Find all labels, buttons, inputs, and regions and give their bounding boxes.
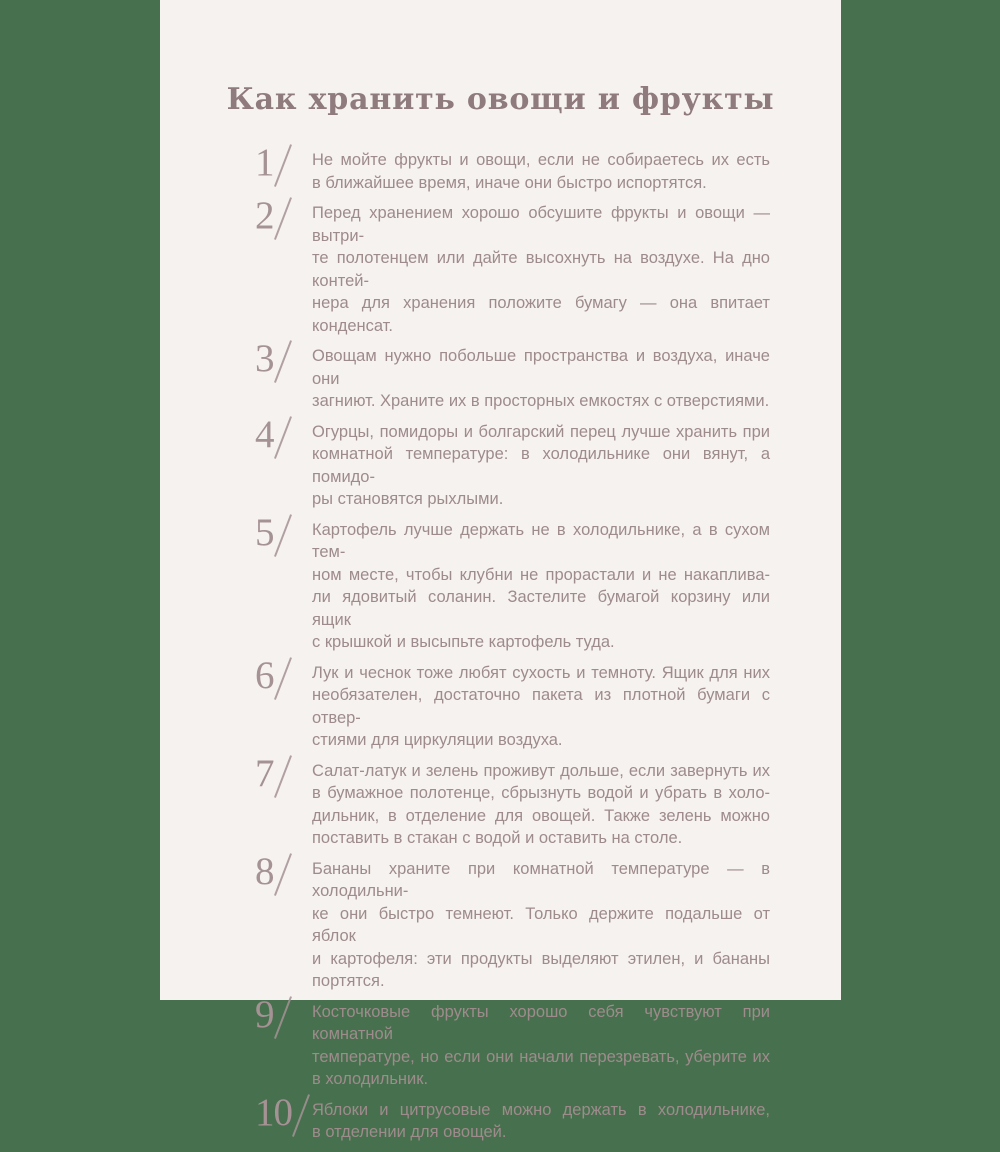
item-text-line: Косточковые фрукты хорошо себя чувствуют при комнатной (312, 1002, 770, 1043)
item-text (312, 858, 770, 993)
item-number-digit: 3 (255, 337, 274, 380)
item-number-digit: 2 (255, 194, 274, 237)
list-item (255, 751, 770, 850)
item-text (312, 149, 770, 194)
page-title: Как хранить овощи и фрукты (226, 82, 775, 117)
item-text-line: Картофель лучше держать не в холодильнике, а в сухом тем- (312, 520, 770, 561)
slash-icon (273, 144, 291, 187)
slash-icon (292, 1094, 310, 1137)
item-text-line: ном месте, чтобы клубни не прорастали и не накаплива- (312, 565, 770, 584)
list-item (255, 337, 770, 413)
item-number (255, 141, 312, 194)
item-number (255, 849, 312, 993)
list-item (255, 141, 770, 194)
item-text-line: Огурцы, помидоры и болгарский перец лучше хранить при (312, 422, 770, 441)
item-text (312, 519, 770, 654)
list-item (255, 992, 770, 1091)
item-number-digit: 5 (255, 510, 274, 554)
item-text-line: Яблоки и цитрусовые можно держать в холодильнике, (312, 1100, 770, 1119)
list-item (255, 1090, 770, 1144)
item-text-line: и картофеля: эти продукты выделяют этилен, и бананы (312, 949, 770, 968)
item-number (255, 337, 312, 413)
slash-icon (273, 197, 291, 240)
item-number-digit: 1 (255, 141, 274, 184)
item-text-line: поставить в стакан с водой и оставить на столе. (312, 829, 683, 847)
item-text-line: Овощам нужно побольше пространства и воздуха, иначе они (312, 347, 770, 388)
item-number-digit: 7 (255, 751, 274, 795)
slash-icon (273, 853, 291, 896)
list-item (255, 194, 770, 337)
list-item (255, 849, 770, 993)
item-number-digit: 10 (255, 1090, 292, 1134)
item-text-line: в отделении для овощей. (312, 1123, 507, 1141)
item-text-line: стиями для циркуляции воздуха. (312, 731, 563, 749)
item-number (255, 510, 312, 654)
item-number (255, 1090, 312, 1144)
item-text-line: Не мойте фрукты и овощи, если не собираетесь их есть (312, 151, 770, 169)
item-text (312, 760, 770, 850)
item-text-line: комнатной температуре: в холодильнике они вянут, а помидо- (312, 445, 770, 486)
item-text-line: с крышкой и высыпьте картофель туда. (312, 633, 615, 651)
item-text-line: дильник, в отделение для овощей. Также зелень можно (312, 806, 770, 825)
item-text-line: ке они быстро темнеют. Только держите подальше от яблок (312, 904, 770, 945)
item-text-line: ры становятся рыхлыми. (312, 490, 504, 508)
list-item (255, 510, 770, 654)
item-text-line: те полотенцем или дайте высохнуть на воздухе. На дно контей- (312, 249, 770, 290)
slash-icon (273, 755, 291, 798)
slash-icon (273, 340, 291, 383)
item-number-digit: 6 (255, 653, 274, 697)
list-item (255, 412, 770, 511)
item-number (255, 751, 312, 850)
item-text-line: в ближайшее время, иначе они быстро испортятся. (312, 173, 707, 192)
slash-icon (273, 416, 291, 459)
item-number-digit: 4 (255, 412, 274, 456)
item-text (312, 662, 770, 752)
item-number (255, 653, 312, 752)
item-text (312, 345, 770, 413)
item-number-digit: 8 (255, 849, 274, 893)
tips-list (255, 141, 770, 1152)
item-text-line: Лук и чеснок тоже любят сухость и темноту. Ящик для них (312, 663, 770, 682)
item-text-line: Бананы храните при комнатной температуре — в холодильни- (312, 859, 770, 900)
item-text (312, 421, 770, 511)
item-number-digit: 9 (255, 992, 274, 1036)
item-number (255, 194, 312, 337)
item-number (255, 992, 312, 1091)
slash-icon (273, 514, 291, 557)
item-text (312, 1001, 770, 1091)
item-text (312, 202, 770, 337)
item-text-line: портятся. (312, 972, 385, 990)
item-text-line: Салат-латук и зелень проживут дольше, если завернуть их (312, 761, 770, 780)
item-number (255, 412, 312, 511)
item-text (312, 1099, 770, 1144)
item-text-line: в бумажное полотенце, сбрызнуть водой и убрать в холо- (312, 784, 770, 802)
slash-icon (273, 657, 291, 700)
item-text-line: Перед хранением хорошо обсушите фрукты и овощи — вытри- (312, 204, 770, 245)
item-text-line: необязателен, достаточно пакета из плотной бумаги с отвер- (312, 686, 770, 727)
item-text-line: нера для хранения положите бумагу — она впитает конденсат. (312, 294, 770, 335)
item-text-line: ли ядовитый соланин. Застелите бумагой корзину или ящик (312, 588, 770, 629)
list-item (255, 653, 770, 752)
background-right-band (841, 0, 1000, 1000)
item-text-line: температуре, но если они начали перезревать, уберите их (312, 1047, 770, 1066)
page (160, 0, 841, 1141)
item-text-line: в холодильник. (312, 1070, 429, 1088)
slash-icon (273, 996, 291, 1039)
item-text-line: загниют. Храните их в просторных емкостях с отверстиями. (312, 392, 770, 410)
background-left-band (0, 0, 160, 1000)
